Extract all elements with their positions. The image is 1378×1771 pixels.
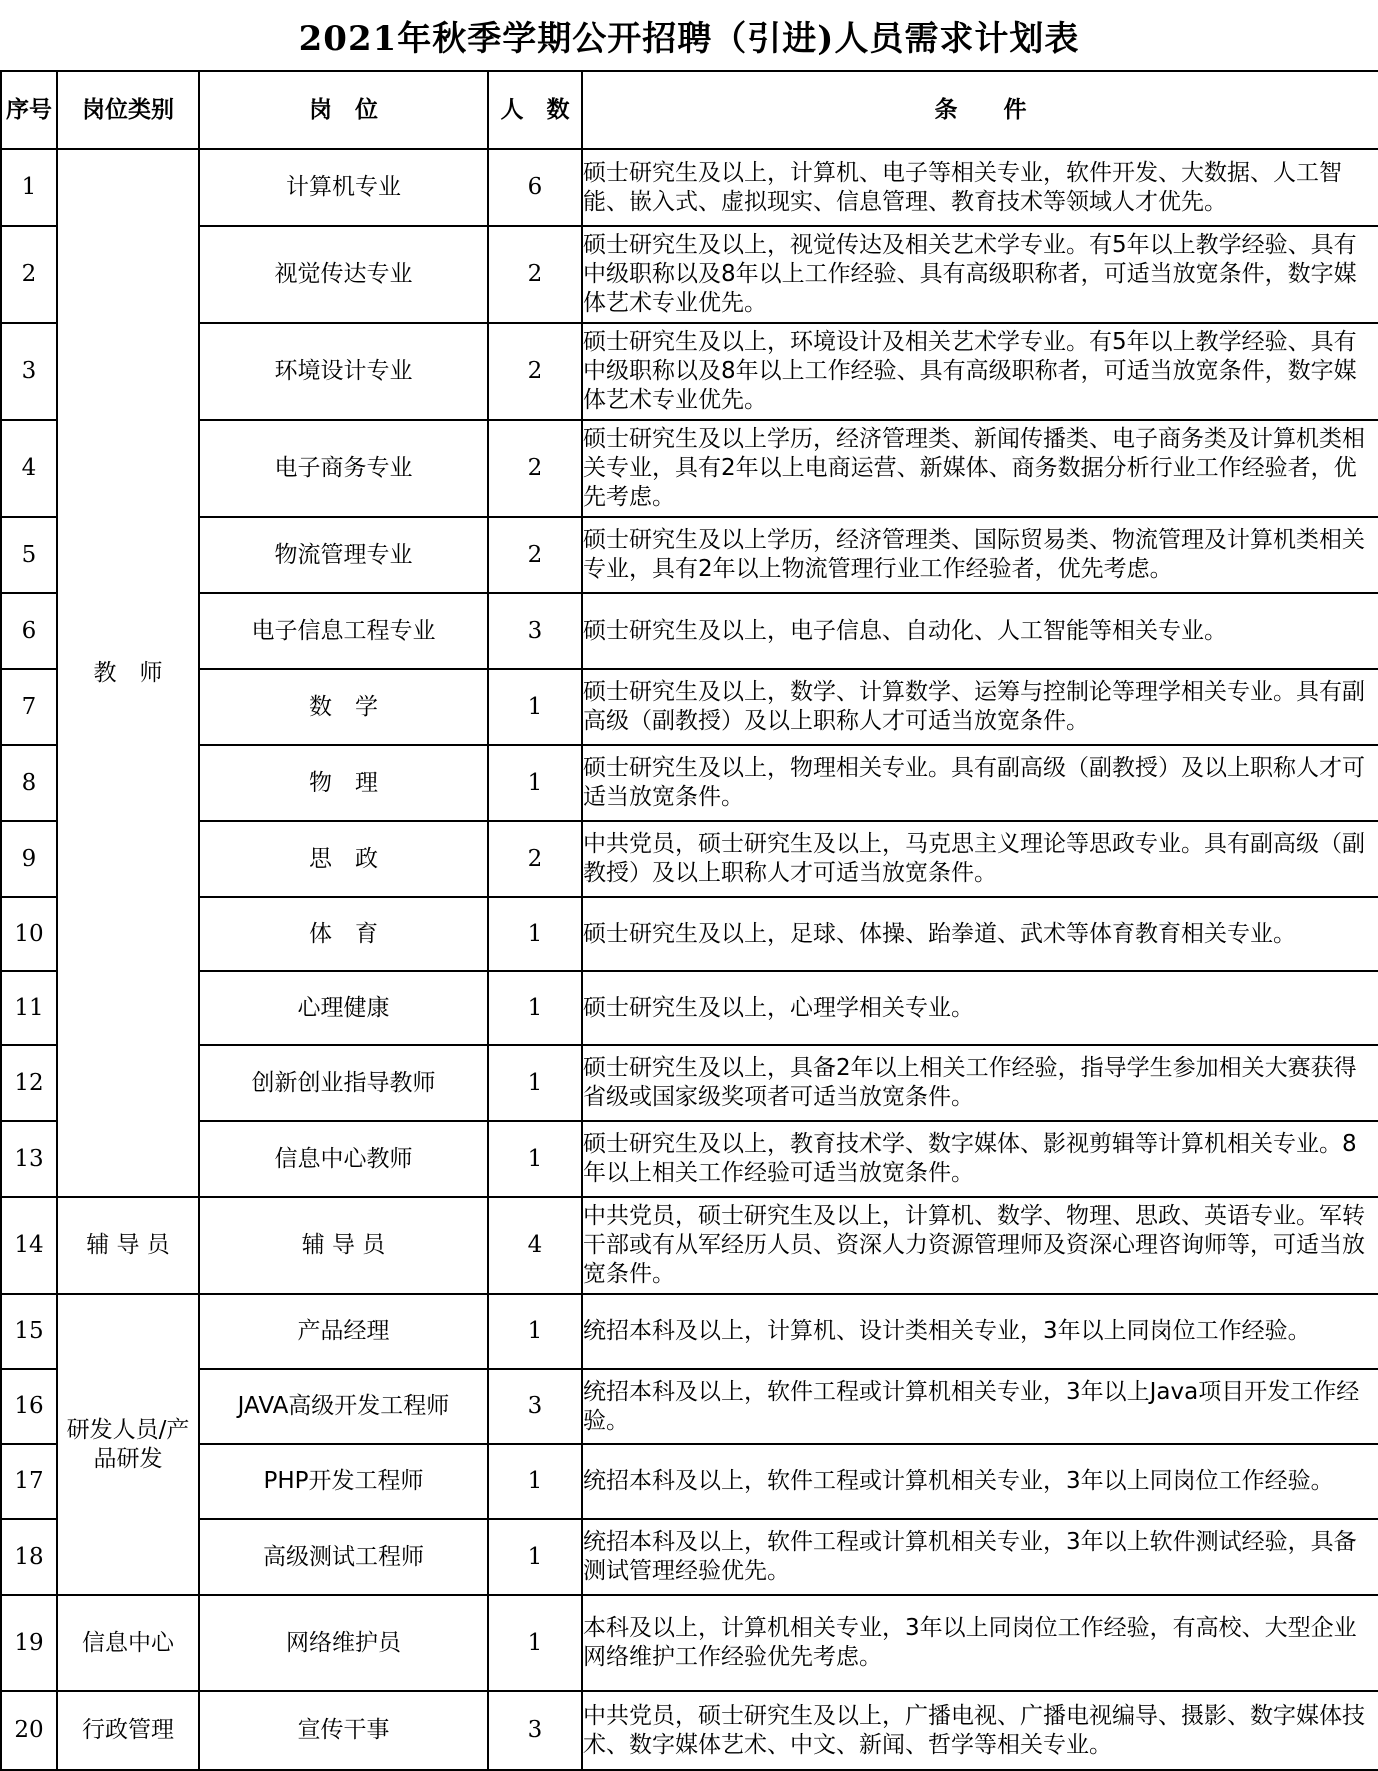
row-conditions: 统招本科及以上，软件工程或计算机相关专业，3年以上Java项目开发工作经验。 [582, 1369, 1378, 1444]
row-conditions: 硕士研究生及以上学历，经济管理类、国际贸易类、物流管理及计算机类相关专业，具有2年以上物流管理行业工作经验者，优先考虑。 [582, 517, 1378, 593]
row-count: 2 [488, 226, 582, 323]
row-count: 1 [488, 897, 582, 971]
row-seq: 16 [1, 1369, 57, 1444]
row-count: 3 [488, 1369, 582, 1444]
row-conditions: 本科及以上，计算机相关专业，3年以上同岗位工作经验，有高校、大型企业网络维护工作经验优先考虑。 [582, 1595, 1378, 1691]
row-position: 高级测试工程师 [199, 1519, 488, 1595]
row-conditions: 硕士研究生及以上，教育技术学、数字媒体、影视剪辑等计算机相关专业。8年以上相关工作经验可适当放宽条件。 [582, 1121, 1378, 1197]
row-position: 辅 导 员 [199, 1197, 488, 1294]
table-row [1, 1444, 1378, 1519]
row-position: 环境设计专业 [199, 323, 488, 420]
header-category: 岗位类别 [57, 71, 199, 149]
row-position: 心理健康 [199, 971, 488, 1045]
table-row [1, 745, 1378, 821]
row-position: 物流管理专业 [199, 517, 488, 593]
row-position: 物 理 [199, 745, 488, 821]
row-count: 1 [488, 1045, 582, 1121]
row-count: 1 [488, 1294, 582, 1369]
row-count: 2 [488, 821, 582, 897]
row-seq: 2 [1, 226, 57, 323]
category-cell: 行政管理 [57, 1691, 199, 1770]
row-position: 电子商务专业 [199, 420, 488, 517]
row-seq: 10 [1, 897, 57, 971]
row-seq: 8 [1, 745, 57, 821]
table-row [1, 1045, 1378, 1121]
table-row [1, 1294, 1378, 1369]
row-count: 1 [488, 1444, 582, 1519]
row-count: 1 [488, 669, 582, 745]
row-seq: 1 [1, 149, 57, 226]
table-row [1, 517, 1378, 593]
row-count: 2 [488, 517, 582, 593]
row-count: 2 [488, 323, 582, 420]
table-row [1, 420, 1378, 517]
header-position: 岗 位 [199, 71, 488, 149]
header-count: 人 数 [488, 71, 582, 149]
category-cell: 辅 导 员 [57, 1197, 199, 1294]
header-conditions: 条 件 [582, 71, 1378, 149]
row-seq: 20 [1, 1691, 57, 1770]
row-conditions: 硕士研究生及以上，环境设计及相关艺术学专业。有5年以上教学经验、具有中级职称以及8年以上工作经验、具有高级职称者，可适当放宽条件，数字媒体艺术专业优先。 [582, 323, 1378, 420]
row-position: 宣传干事 [199, 1691, 488, 1770]
table-header-row [1, 71, 1378, 149]
row-seq: 13 [1, 1121, 57, 1197]
row-conditions: 硕士研究生及以上，心理学相关专业。 [582, 971, 1378, 1045]
row-conditions: 中共党员，硕士研究生及以上，计算机、数学、物理、思政、英语专业。军转干部或有从军经历人员、资深人力资源管理师及资深心理咨询师等，可适当放宽条件。 [582, 1197, 1378, 1294]
row-seq: 14 [1, 1197, 57, 1294]
row-position: PHP开发工程师 [199, 1444, 488, 1519]
row-count: 1 [488, 971, 582, 1045]
row-count: 3 [488, 1691, 582, 1770]
row-seq: 19 [1, 1595, 57, 1691]
row-conditions: 中共党员，硕士研究生及以上，马克思主义理论等思政专业。具有副高级（副教授）及以上职称人才可适当放宽条件。 [582, 821, 1378, 897]
row-count: 2 [488, 420, 582, 517]
table-row [1, 1595, 1378, 1691]
row-count: 4 [488, 1197, 582, 1294]
category-cell: 信息中心 [57, 1595, 199, 1691]
table-row [1, 1369, 1378, 1444]
row-seq: 3 [1, 323, 57, 420]
row-count: 1 [488, 1519, 582, 1595]
row-conditions: 硕士研究生及以上，足球、体操、跆拳道、武术等体育教育相关专业。 [582, 897, 1378, 971]
row-count: 1 [488, 745, 582, 821]
row-position: 数 学 [199, 669, 488, 745]
row-conditions: 硕士研究生及以上，物理相关专业。具有副高级（副教授）及以上职称人才可适当放宽条件。 [582, 745, 1378, 821]
row-position: 创新创业指导教师 [199, 1045, 488, 1121]
table-row [1, 149, 1378, 226]
table-row [1, 1197, 1378, 1294]
row-count: 6 [488, 149, 582, 226]
table-row [1, 897, 1378, 971]
row-seq: 7 [1, 669, 57, 745]
row-seq: 15 [1, 1294, 57, 1369]
table-row [1, 1121, 1378, 1197]
row-conditions: 统招本科及以上，计算机、设计类相关专业，3年以上同岗位工作经验。 [582, 1294, 1378, 1369]
table-row [1, 226, 1378, 323]
row-conditions: 硕士研究生及以上学历，经济管理类、新闻传播类、电子商务类及计算机类相关专业，具有2年以上电商运营、新媒体、商务数据分析行业工作经验者，优先考虑。 [582, 420, 1378, 517]
row-seq: 12 [1, 1045, 57, 1121]
row-seq: 4 [1, 420, 57, 517]
row-position: 产品经理 [199, 1294, 488, 1369]
row-position: 体 育 [199, 897, 488, 971]
table-row [1, 971, 1378, 1045]
table-row [1, 1519, 1378, 1595]
row-seq: 5 [1, 517, 57, 593]
row-count: 1 [488, 1595, 582, 1691]
table-row [1, 669, 1378, 745]
row-position: 计算机专业 [199, 149, 488, 226]
table-row [1, 1691, 1378, 1770]
row-conditions: 硕士研究生及以上，计算机、电子等相关专业，软件开发、大数据、人工智能、嵌入式、虚拟现实、信息管理、教育技术等领域人才优先。 [582, 149, 1378, 226]
row-position: 信息中心教师 [199, 1121, 488, 1197]
row-seq: 9 [1, 821, 57, 897]
table-row [1, 593, 1378, 669]
row-conditions: 硕士研究生及以上，视觉传达及相关艺术学专业。有5年以上教学经验、具有中级职称以及8年以上工作经验、具有高级职称者，可适当放宽条件，数字媒体艺术专业优先。 [582, 226, 1378, 323]
row-conditions: 硕士研究生及以上，具备2年以上相关工作经验，指导学生参加相关大赛获得省级或国家级奖项者可适当放宽条件。 [582, 1045, 1378, 1121]
row-position: 电子信息工程专业 [199, 593, 488, 669]
recruitment-plan-table [0, 70, 1378, 1771]
row-position: 思 政 [199, 821, 488, 897]
category-cell: 教 师 [57, 149, 199, 1197]
row-conditions: 硕士研究生及以上，电子信息、自动化、人工智能等相关专业。 [582, 593, 1378, 669]
row-position: JAVA高级开发工程师 [199, 1369, 488, 1444]
row-seq: 17 [1, 1444, 57, 1519]
row-position: 视觉传达专业 [199, 226, 488, 323]
row-seq: 11 [1, 971, 57, 1045]
category-cell: 研发人员/产品研发 [57, 1294, 199, 1595]
row-count: 1 [488, 1121, 582, 1197]
page-title: 2021年秋季学期公开招聘（引进)人员需求计划表 [298, 18, 1080, 59]
row-count: 3 [488, 593, 582, 669]
row-conditions: 统招本科及以上，软件工程或计算机相关专业，3年以上同岗位工作经验。 [582, 1444, 1378, 1519]
table-row [1, 323, 1378, 420]
row-position: 网络维护员 [199, 1595, 488, 1691]
row-seq: 6 [1, 593, 57, 669]
header-seq: 序号 [1, 71, 57, 149]
row-conditions: 硕士研究生及以上，数学、计算数学、运筹与控制论等理学相关专业。具有副高级（副教授）及以上职称人才可适当放宽条件。 [582, 669, 1378, 745]
row-conditions: 统招本科及以上，软件工程或计算机相关专业，3年以上软件测试经验，具备测试管理经验优先。 [582, 1519, 1378, 1595]
table-row [1, 821, 1378, 897]
row-conditions: 中共党员，硕士研究生及以上，广播电视、广播电视编导、摄影、数字媒体技术、数字媒体艺术、中文、新闻、哲学等相关专业。 [582, 1691, 1378, 1770]
row-seq: 18 [1, 1519, 57, 1595]
